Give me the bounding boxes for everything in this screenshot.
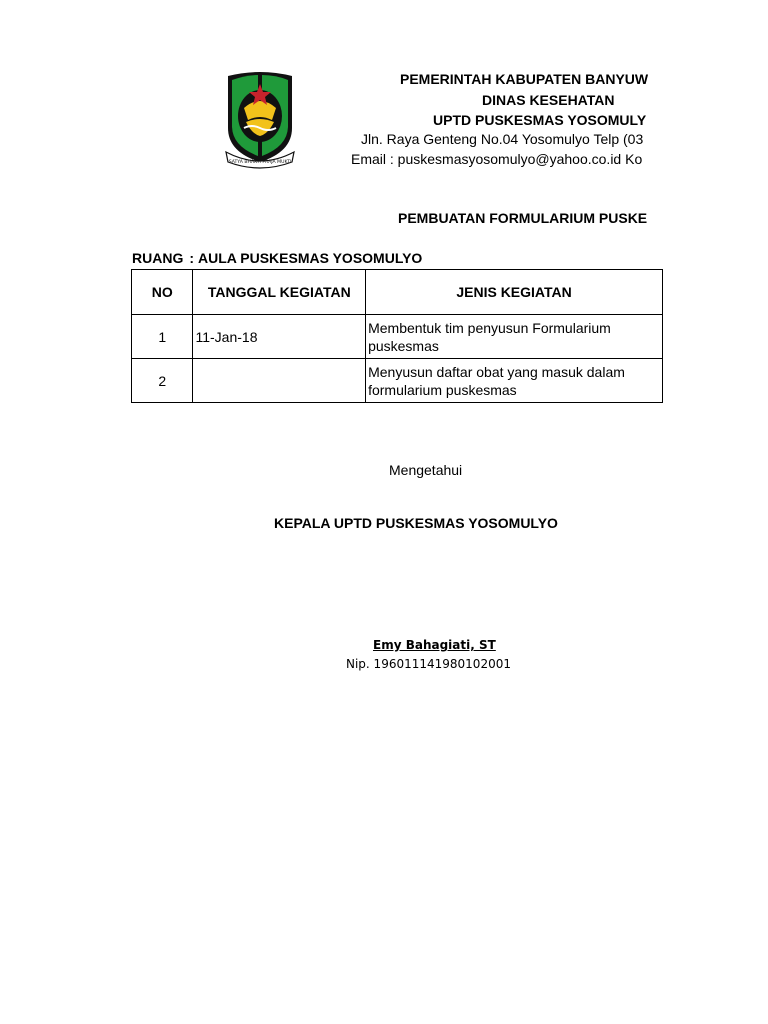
svg-text:SATYA BHAKTI PRAJA MUKTI: SATYA BHAKTI PRAJA MUKTI — [228, 160, 292, 165]
letterhead-government: PEMERINTAH KABUPATEN BANYUW — [400, 71, 649, 87]
document-title: PEMBUATAN FORMULARIUM PUSKE — [398, 210, 648, 226]
column-header-no: NO — [132, 270, 193, 315]
cell-activity: Membentuk tim penyusun Formularium puskesmas — [366, 315, 663, 359]
letterhead-department: DINAS KESEHATAN — [482, 92, 615, 108]
cell-no: 2 — [132, 359, 193, 403]
letterhead-address: Jln. Raya Genteng No.04 Yosomulyo Telp (03 — [361, 131, 644, 147]
signer-position: KEPALA UPTD PUSKESMAS YOSOMULYO — [274, 515, 558, 531]
column-header-activity: JENIS KEGIATAN — [366, 270, 663, 315]
table-header-row — [132, 270, 663, 315]
acknowledge-label: Mengetahui — [389, 462, 463, 478]
cell-date — [193, 359, 366, 403]
signer-name: Emy Bahagiati, ST — [373, 638, 496, 652]
room-label: RUANG — [132, 250, 184, 266]
room-separator: : — [189, 250, 195, 266]
activities-table — [131, 269, 663, 403]
letterhead-unit: UPTD PUSKESMAS YOSOMULY — [433, 112, 647, 128]
letterhead-email: Email : puskesmasyosomulyo@yahoo.co.id Ko — [351, 151, 643, 167]
room-value: AULA PUSKESMAS YOSOMULYO — [198, 250, 423, 266]
signer-nip: Nip. 196011141980102001 — [346, 657, 511, 671]
table-row — [132, 359, 663, 403]
table-row — [132, 315, 663, 359]
cell-date: 11-Jan-18 — [193, 315, 366, 359]
cell-no: 1 — [132, 315, 193, 359]
column-header-date: TANGGAL KEGIATAN — [193, 270, 366, 315]
room-line — [132, 250, 422, 266]
cell-activity: Menyusun daftar obat yang masuk dalam formularium puskesmas — [366, 359, 663, 403]
regency-logo — [222, 70, 298, 170]
